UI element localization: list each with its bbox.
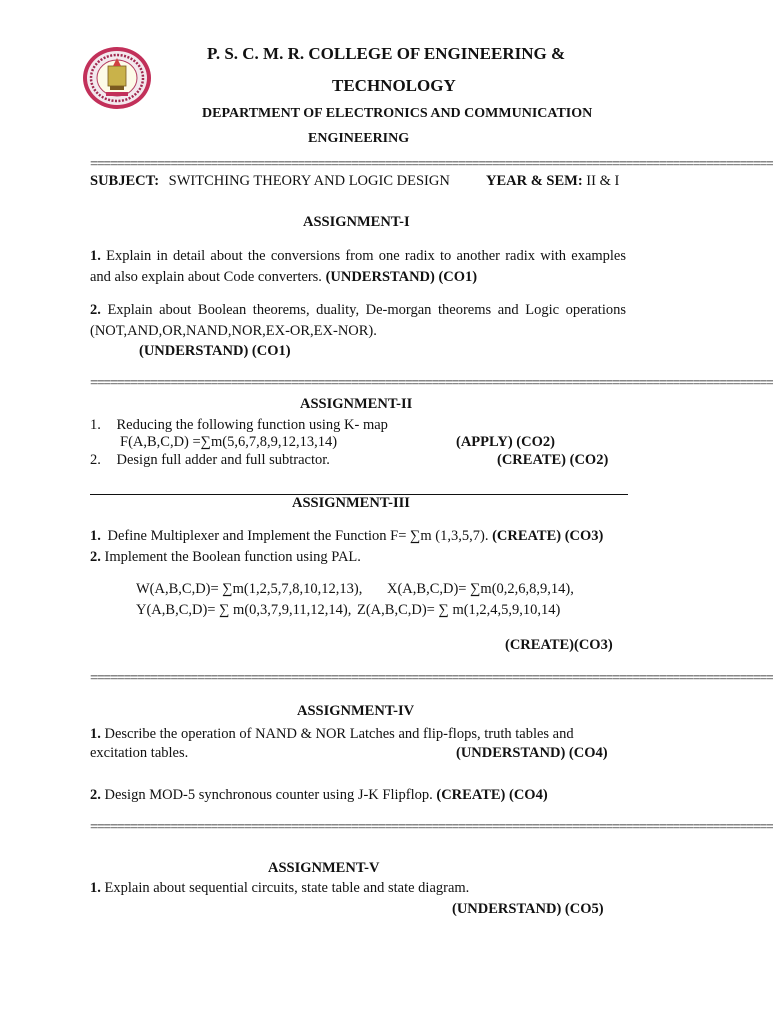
question-tag: (CREATE) (CO2) [497, 452, 609, 468]
department-line2: ENGINEERING [308, 131, 410, 146]
question-tag: (UNDERSTAND) (CO4) [456, 745, 608, 761]
assignment-2-question-2 [90, 452, 330, 469]
question-text: Explain about Boolean theorems, duality, De-morgan theorems and Logic operations [107, 302, 626, 318]
assignment-3-question-2 [90, 549, 361, 566]
question-text: Explain about sequential circuits, state table and state diagram. [104, 880, 470, 896]
question-number: 2. [90, 787, 101, 803]
question-number: 1. [90, 417, 101, 433]
question-text: Define Multiplexer and Implement the Function F= ∑m (1,3,5,7). [107, 528, 489, 544]
question-text: Design MOD-5 synchronous counter using J-K Flipflop. [104, 787, 433, 803]
pal-function-y: Y(A,B,C,D)= ∑ m(0,3,7,9,11,12,14), [136, 602, 352, 618]
question-tag: (UNDERSTAND) (CO1) [325, 269, 478, 285]
question-text: (NOT,AND,OR,NAND,NOR,EX-OR,EX-NOR). [90, 323, 377, 339]
question-tag: (UNDERSTAND) (CO1) [139, 343, 291, 359]
assignment-5-question-1 [90, 880, 469, 897]
pal-function-z: Z(A,B,C,D)= ∑ m(1,2,4,5,9,10,14) [357, 602, 561, 618]
question-text: and also explain about Code converters. [90, 269, 322, 285]
question-number: 1. [90, 726, 101, 742]
pal-function-x: X(A,B,C,D)= ∑m(0,2,6,8,9,14), [387, 581, 574, 597]
subject-label: SUBJECT: [90, 173, 160, 189]
question-number: 1. [90, 880, 101, 896]
assignment-4-question-1 [90, 724, 626, 745]
separator-line: ====================================================================================================== [90, 671, 773, 686]
subject-value: SWITCHING THEORY AND LOGIC DESIGN [168, 173, 450, 189]
year-sem-label: YEAR & SEM: [486, 173, 583, 189]
department-line1: DEPARTMENT OF ELECTRONICS AND COMMUNICATION [202, 106, 593, 121]
assignment-1-question-2 [90, 300, 626, 342]
subject-row [90, 173, 450, 190]
question-text: excitation tables. [90, 745, 189, 761]
separator-line: ====================================================================================================== [90, 820, 773, 835]
year-sem-row [486, 173, 619, 190]
separator-line: ====================================================================================================== [90, 157, 773, 172]
kmap-function: F(A,B,C,D) =∑m(5,6,7,8,9,12,13,14) [120, 434, 338, 450]
college-name-line1: P. S. C. M. R. COLLEGE OF ENGINEERING & [207, 44, 566, 63]
college-name-line2: TECHNOLOGY [332, 76, 456, 95]
assignment-1-question-1 [90, 246, 626, 288]
question-tag: (CREATE)(CO3) [505, 637, 613, 653]
question-text: Implement the Boolean function using PAL. [104, 549, 361, 565]
assignment-1-title: ASSIGNMENT-I [303, 214, 410, 230]
assignment-3-title: ASSIGNMENT-III [292, 495, 410, 511]
question-text: Explain in detail about the conversions from one radix to another radix with examples [106, 248, 627, 264]
assignment-4-title: ASSIGNMENT-IV [297, 703, 415, 719]
year-sem-value: II & I [586, 173, 620, 189]
assignment-3-question-1 [90, 528, 603, 545]
question-text: Reducing the following function using K- map [116, 417, 388, 433]
separator-line: ====================================================================================================== [90, 376, 773, 391]
question-number: 2. [90, 452, 101, 468]
question-number: 1. [90, 528, 101, 544]
question-number: 2. [90, 549, 101, 565]
college-seal-logo [82, 46, 152, 110]
question-number: 2. [90, 302, 101, 318]
assignment-2-title: ASSIGNMENT-II [300, 396, 413, 412]
question-number: 1. [90, 248, 101, 264]
assignment-5-title: ASSIGNMENT-V [268, 860, 380, 876]
pal-function-w: W(A,B,C,D)= ∑m(1,2,5,7,8,10,12,13), [136, 581, 363, 597]
question-text: Design full adder and full subtractor. [116, 452, 330, 468]
question-tag: (UNDERSTAND) (CO5) [452, 901, 604, 917]
question-tag: (CREATE) (CO3) [492, 528, 604, 544]
question-text: Describe the operation of NAND & NOR Latches and flip-flops, truth tables and [104, 726, 574, 742]
assignment-2-question-1 [90, 417, 388, 434]
question-tag: (APPLY) (CO2) [456, 434, 555, 450]
question-tag: (CREATE) (CO4) [436, 787, 548, 803]
assignment-4-question-2 [90, 787, 548, 804]
